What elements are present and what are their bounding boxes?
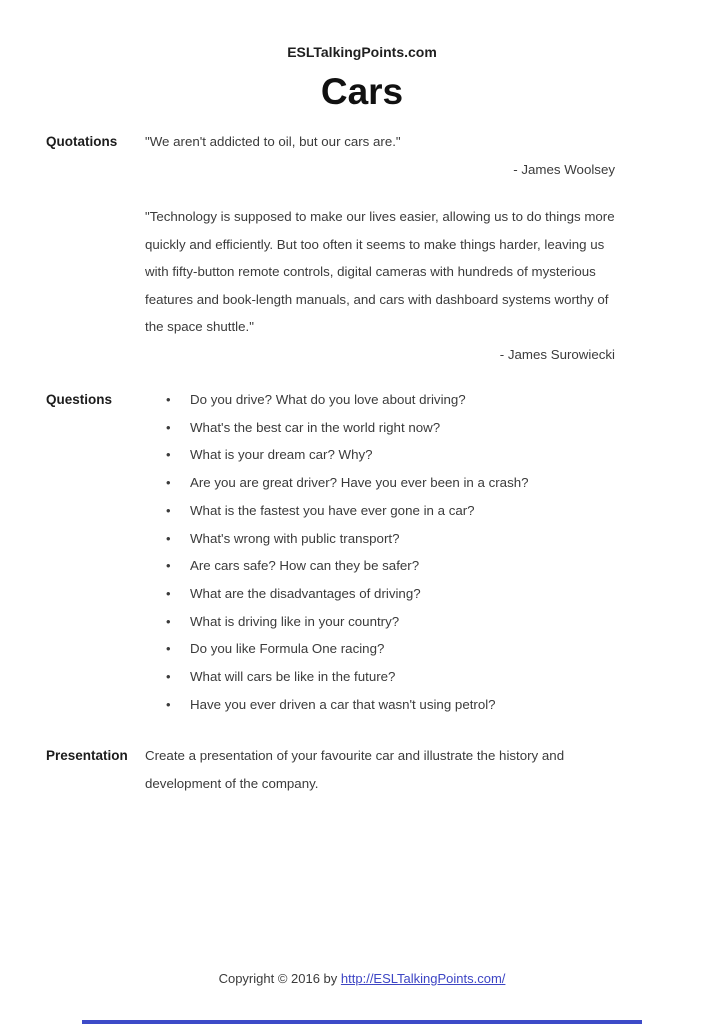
quotations-section bbox=[0, 128, 724, 368]
quote-text: "Technology is supposed to make our lives easier, allowing us to do things more quickly and efficiently. But too often it seems to make things harder, leaving us with fifty-button remote controls, digital cameras with hundreds of mysterious features and book-length manuals, and cars with dashboard systems worthy of the space shuttle." bbox=[145, 209, 615, 334]
site-name: ESLTalkingPoints.com bbox=[287, 44, 437, 60]
presentation-section bbox=[0, 742, 724, 797]
footer-link[interactable]: http://ESLTalkingPoints.com/ bbox=[340, 971, 506, 986]
question-item: • What is your dream car? Why? bbox=[145, 441, 615, 469]
question-item: • Do you like Formula One racing? bbox=[145, 635, 615, 663]
question-item: • What will cars be like in the future? bbox=[145, 663, 615, 691]
questions-content bbox=[145, 386, 615, 718]
presentation-text: Create a presentation of your favourite car and illustrate the history and development of the company. bbox=[145, 748, 565, 791]
quotations-content bbox=[145, 128, 615, 368]
copyright-text: Copyright © 2016 by bbox=[218, 971, 341, 986]
quote-attribution: - James Woolsey bbox=[513, 161, 615, 177]
quote-text: "We aren't addicted to oil, but our cars are." bbox=[145, 134, 401, 149]
questions-section bbox=[0, 386, 724, 718]
question-item: • What is the fastest you have ever gone in a car? bbox=[145, 497, 615, 525]
quotations-label: Quotations bbox=[46, 134, 118, 149]
question-item: • Do you drive? What do you love about driving? bbox=[145, 386, 615, 414]
copyright-footer bbox=[0, 971, 724, 986]
question-item: • Are you are great driver? Have you ever been in a crash? bbox=[145, 469, 615, 497]
presentation-content bbox=[145, 742, 615, 797]
question-item: • Are cars safe? How can they be safer? bbox=[145, 552, 615, 580]
quote-attribution: - James Surowiecki bbox=[499, 346, 615, 362]
question-item: • Have you ever driven a car that wasn't using petrol? bbox=[145, 691, 615, 719]
question-item: • What's wrong with public transport? bbox=[145, 525, 615, 553]
question-item: • What's the best car in the world right now? bbox=[145, 414, 615, 442]
question-item: • What are the disadvantages of driving? bbox=[145, 580, 615, 608]
questions-label: Questions bbox=[46, 392, 113, 407]
question-list bbox=[145, 386, 615, 718]
page-bottom-bar bbox=[82, 1020, 642, 1024]
presentation-label: Presentation bbox=[46, 748, 128, 764]
question-item: • What is driving like in your country? bbox=[145, 608, 615, 636]
page-title: Cars bbox=[320, 71, 404, 112]
